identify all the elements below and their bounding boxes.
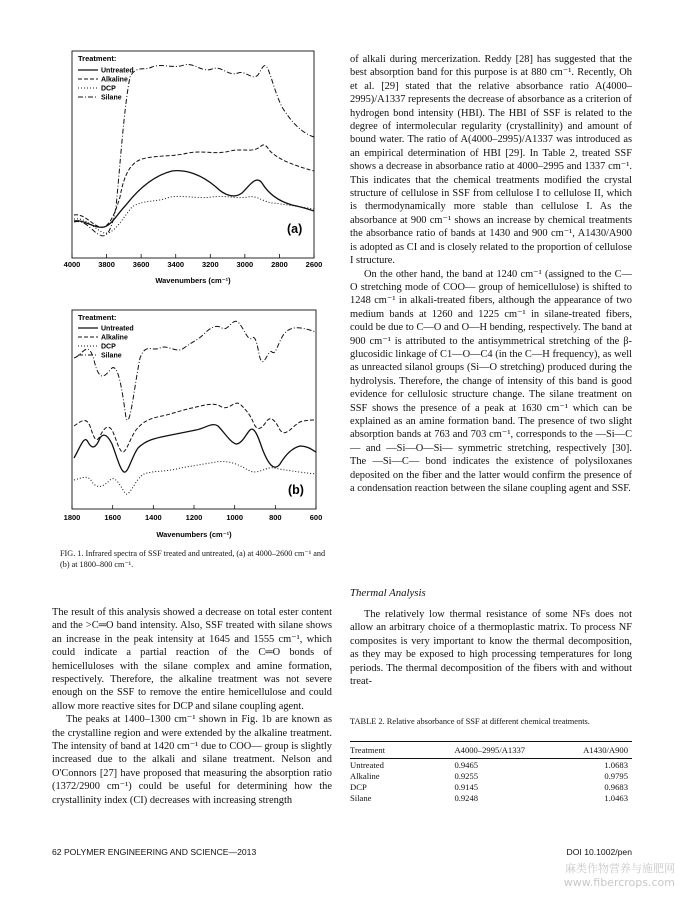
paragraph: of alkali during mercerization. Reddy [28] has suggested that the best absorption band for this purpose is at 880 cm⁻¹. Recently, Oh et al. [29] stated that the relative absorbance ratio A(4000–2995)/A1337 represents the decrease of absorbance as a criterion of hydrogen bond intensity (HBI). The HBI of SSF is related to the degree of intermolecular regularity (crystallinity) and amount of bound water. The ratio of A(4000–2995)/A1337 was introduced as an empirical determination of HBI [29]. In Table 2, treated SSF shows a decrease in absorbance ratio at 4000–2995 and 1337 cm⁻¹. This indicates that the chemical treatments modified the crystal structure of cellulose in SSF from cellulose I to cellulose II, which is thermodynamically more stable than cellulose I. As the absorbance at 900 cm⁻¹ shows an increase by chemical treatments the absorbance ratio of bands at 1430 and 900 cm⁻¹, A1430/A900 is adopted as CI and is closely related to the proportion of cellulose I structure. xyxy=(350,54,632,267)
table-header: A4000–2995/A1337 xyxy=(454,745,526,755)
panel-label-a: (a) xyxy=(287,222,303,236)
legend-alkaline: Alkaline xyxy=(101,76,128,84)
table-header: Treatment xyxy=(350,745,386,755)
x-tick-label: 4000 xyxy=(63,260,81,269)
table-row xyxy=(350,781,632,792)
paragraph: The relatively low thermal resistance of some NFs does not allow an arbitrary choice of a thermoplastic matrix. To process NF composites is very important to know the thermal decomposition, as they may be exposed to high processing temperatures for long periods. The thermal decomposition of the fibers with and without treat- xyxy=(350,609,632,688)
x-tick-label: 1600 xyxy=(104,513,122,522)
x-tick-label: 2600 xyxy=(305,260,323,269)
table-cell: 0.9248 xyxy=(454,793,479,804)
figure-1b-plot xyxy=(52,298,336,544)
table-cell: 0.9255 xyxy=(454,770,479,781)
x-tick-label: 2800 xyxy=(271,260,288,269)
series-alkaline xyxy=(74,403,316,452)
table-cell: DCP xyxy=(350,781,367,792)
x-tick-label: 1800 xyxy=(63,513,81,522)
x-tick-label: 3200 xyxy=(201,260,219,269)
legend-dcp: DCP xyxy=(101,343,116,351)
x-tick-label: 3000 xyxy=(236,260,254,269)
series-untreated xyxy=(74,171,314,228)
figure-1a-plot xyxy=(52,47,336,287)
table-caption: TABLE 2. Relative absorbance of SSF at different chemical treatments. xyxy=(350,717,590,726)
table-row xyxy=(350,793,632,804)
figure-caption: FIG. 1. Infrared spectra of SSF treated and untreated, (a) at 4000–2600 cm⁻¹ and (b) at 1800–800 cm⁻¹. xyxy=(60,549,326,569)
x-tick-label: 800 xyxy=(269,513,282,522)
x-tick-label: 1400 xyxy=(144,513,162,522)
table-cell: 0.9683 xyxy=(604,781,628,792)
series-untreated xyxy=(74,425,316,472)
paragraph: On the other hand, the band at 1240 cm⁻¹ (assigned to the C—O stretching mode of COO— group of hemicellulose) is shifted to 1248 cm⁻¹ in alkali-treated fibers, although the appearance of two medium bands at 1260 and 1225 cm⁻¹ in silane-treated fibers, could be due to C—O and O—H bending, respectively. The band at 900 cm⁻¹ is attributed to the antisymmetrical stretching of the β-glucosidic linkage of C1—O—C4 (in the C—H frequency), as well as unreacted silanol groups (Si—O stretching) produced during the hydrolysis. Therefore, the change of intensity of this band is good evidence for cellulosic structure change. The silane treatment on SSF shows the presence of a peak at 1630 cm⁻¹ which can be explained as an amine formation band. The presence of two slight absorption bands at 763 and 703 cm⁻¹, corresponds to the —Si—C— and —Si—O—Si— symmetric stretching, respectively [30]. The —Si—C— bond indicates the existence of polysiloxanes deposited on the fiber and the latter would confirm the presence of a condensation reaction between the silane coupling agent and SSF. xyxy=(350,268,632,494)
paragraph: The peaks at 1400–1300 cm⁻¹ shown in Fig. 1b are known as the crystalline region and were extended by the alkaline treatment. The intensity of band at 1420 cm⁻¹ due to COO— group is slightly increased due to the alkali and silane treatment. Nelson and O'Connors [27] have proposed that measuring the absorption ratio (1372/2900 cm⁻¹) could be useful for determining how the crystallinity index (CI) decreases with increasing strength xyxy=(52,714,332,806)
table-cell: Untreated xyxy=(350,759,384,770)
x-axis-ticks xyxy=(64,254,323,269)
watermark-line: www.fibercrops.com xyxy=(563,876,675,889)
watermark xyxy=(564,862,675,890)
panel-label-b: (b) xyxy=(288,483,304,497)
figure-1a xyxy=(52,47,336,287)
series-alkaline xyxy=(74,145,314,227)
table-cell: 0.9465 xyxy=(454,759,479,770)
series-dcp xyxy=(74,461,316,494)
section-heading: Thermal Analysis xyxy=(350,587,426,599)
x-tick-label: 3400 xyxy=(167,260,185,269)
legend-untreated: Untreated xyxy=(101,67,134,75)
left-column-text xyxy=(52,606,332,807)
legend-alkaline: Alkaline xyxy=(101,334,128,342)
x-tick-label: 3600 xyxy=(132,260,150,269)
table-cell: Alkaline xyxy=(350,770,380,781)
thermal-analysis-text xyxy=(350,608,632,688)
table-2 xyxy=(350,741,632,804)
legend-title: Treatment: xyxy=(78,313,117,322)
x-axis-ticks xyxy=(64,505,323,522)
table-cell: 0.9795 xyxy=(604,770,628,781)
x-tick-label: 1200 xyxy=(185,513,203,522)
legend-dcp: DCP xyxy=(101,85,116,93)
table-cell: 0.9145 xyxy=(454,781,479,792)
x-tick-label: 600 xyxy=(309,513,323,522)
legend-silane: Silane xyxy=(101,352,122,360)
right-column-text xyxy=(350,53,632,495)
table-header: A1430/A900 xyxy=(583,745,628,755)
paragraph: The result of this analysis showed a decrease on total ester content and the >C═O band intensity. Also, SSF treated with silane shows an increase in the peak intensity at 1645 and 1555 cm⁻¹, which could indicate a partial reaction of the C═O bonds of hemicelluloses with the silane complex and amine formation, respectively. Therefore, the alkaline treatment was not severe enough on the SSF to remove the entire hemicellulose and could allow more reactive sites for DCP and silane coupling agent. xyxy=(52,607,332,712)
series-dcp xyxy=(74,196,314,233)
watermark-line: 麻类作物营养与施肥网 xyxy=(565,862,675,875)
legend-title: Treatment: xyxy=(78,54,117,63)
footer-left: 62 POLYMER ENGINEERING AND SCIENCE—2013 xyxy=(52,847,257,857)
x-axis-label: Wavenumbers (cm⁻¹) xyxy=(155,276,231,285)
table-cell: 1.0683 xyxy=(604,759,628,770)
table-cell: 1.0463 xyxy=(604,793,628,804)
legend-silane: Silane xyxy=(101,94,122,102)
footer-right: DOI 10.1002/pen xyxy=(566,847,632,857)
x-axis-label: Wavenumbers (cm⁻¹) xyxy=(156,530,232,539)
legend-untreated: Untreated xyxy=(101,325,134,333)
x-tick-label: 3800 xyxy=(98,260,115,269)
figure-1b xyxy=(52,298,336,544)
table-row xyxy=(350,759,632,771)
table-cell: Silane xyxy=(350,793,372,804)
table-row xyxy=(350,770,632,781)
x-tick-label: 1000 xyxy=(226,513,244,522)
